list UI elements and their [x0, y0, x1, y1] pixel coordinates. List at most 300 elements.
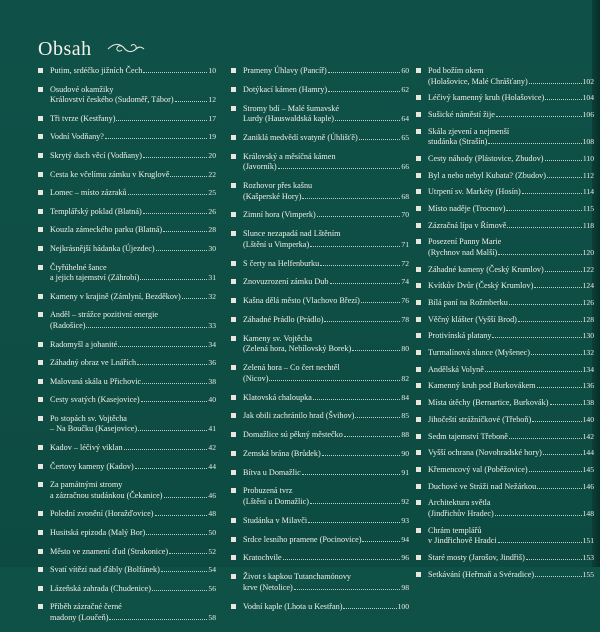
bullet-square-icon — [38, 379, 43, 384]
bullet-square-icon — [416, 467, 421, 472]
dot-leader — [161, 571, 208, 572]
toc-page-number: 20 — [208, 150, 216, 160]
toc-entry[interactable] — [38, 292, 216, 303]
dot-leader — [537, 387, 582, 388]
toc-entry-title-line: Cesty náhody (Plástovice, Zbudov) — [428, 153, 544, 163]
bullet-square-icon — [38, 87, 43, 92]
bullet-square-icon — [416, 450, 421, 455]
bullet-square-icon — [416, 417, 421, 422]
toc-entry-title-line: Architektura světla — [428, 498, 491, 508]
bullet-square-icon — [231, 488, 236, 493]
toc-entry-title-line: Sušické náměstí žije — [428, 109, 495, 119]
bullet-square-icon — [416, 267, 421, 272]
bullet-square-icon — [416, 223, 421, 228]
toc-entry[interactable] — [38, 310, 216, 331]
bullet-square-icon — [38, 567, 43, 572]
toc-entry[interactable] — [416, 221, 594, 232]
toc-page-number: 110 — [582, 153, 594, 163]
toc-entry[interactable] — [416, 315, 594, 326]
toc-entry[interactable] — [38, 414, 216, 435]
toc-entry[interactable] — [416, 415, 594, 426]
toc-page-number: 153 — [582, 552, 594, 562]
toc-entry-title-line: krve (Netolice) — [243, 582, 293, 592]
toc-entry[interactable] — [38, 480, 216, 501]
toc-page-number: 26 — [208, 206, 216, 216]
toc-entry[interactable] — [38, 263, 216, 284]
toc-entry-title-line: Čertovy kameny (Kadov) — [50, 461, 134, 471]
toc-entry[interactable] — [231, 133, 409, 144]
toc-entry-title-line: Léčivý kamenný kruh (Holašovice) — [428, 93, 545, 103]
toc-entry-title-line: Skála zjevení a nejmenší — [428, 126, 510, 136]
toc-page-number: 64 — [401, 114, 409, 124]
bullet-square-icon — [416, 484, 421, 489]
toc-entry-title-line: Po stopách sv. Vojtěcha — [50, 413, 127, 423]
toc-page-number: 126 — [582, 298, 594, 308]
toc-entry-title-line: Husitská epizoda (Malý Bor) — [50, 528, 146, 538]
toc-entry[interactable] — [38, 132, 216, 143]
dot-leader — [320, 265, 400, 266]
toc-page-number: 65 — [401, 132, 409, 142]
toc-entry[interactable] — [416, 553, 594, 564]
toc-entry-title-line: Putim, srdéčko jižních Čech — [50, 66, 143, 75]
bullet-square-icon — [416, 68, 421, 73]
toc-page-number: 88 — [401, 430, 409, 440]
dot-leader — [355, 417, 400, 418]
toc-entry[interactable] — [38, 528, 216, 539]
toc-entry[interactable] — [416, 448, 594, 459]
toc-entry[interactable] — [38, 395, 216, 406]
bullet-square-icon — [231, 298, 236, 303]
toc-entry[interactable] — [416, 237, 594, 258]
dot-leader — [324, 321, 400, 322]
toc-entry[interactable] — [231, 334, 409, 355]
bullet-square-icon — [38, 172, 43, 177]
toc-entry[interactable] — [231, 486, 409, 507]
toc-entry-title-line: Bítva u Domažlic — [243, 467, 301, 477]
bullet-square-icon — [416, 350, 421, 355]
bullet-square-icon — [38, 312, 43, 317]
bullet-square-icon — [416, 189, 421, 194]
bullet-square-icon — [416, 317, 421, 322]
toc-entry-title-line: Život s kapkou Tutanchamónovy — [243, 572, 352, 582]
toc-entry[interactable] — [416, 66, 594, 87]
bullet-square-icon — [38, 397, 43, 402]
toc-entry[interactable] — [416, 348, 594, 359]
toc-entry[interactable] — [38, 509, 216, 520]
toc-page-number: 146 — [582, 481, 594, 491]
toc-entry-title-line: Dotýkací kámen (Hamry) — [243, 84, 328, 94]
toc-entry[interactable] — [231, 553, 409, 564]
toc-page-number: 60 — [401, 66, 409, 75]
toc-entry-title-line: Věčný klášter (Vyšší Brod) — [428, 314, 517, 324]
toc-entry[interactable] — [231, 104, 409, 125]
dot-leader — [141, 401, 208, 402]
toc-entry-title-line: Setkávání (Heřmaň a Svéradice) — [428, 569, 535, 579]
toc-entry-title-line: Místo naděje (Trocnov) — [428, 204, 506, 213]
bullet-square-icon — [231, 106, 236, 111]
toc-entry[interactable] — [231, 572, 409, 593]
dot-leader — [534, 287, 581, 288]
dot-leader — [135, 468, 208, 469]
dot-leader — [529, 471, 582, 472]
dot-leader — [118, 346, 207, 347]
toc-entry-title-line: – Na Boučku (Kasejovice) — [50, 424, 138, 434]
dot-leader — [545, 271, 582, 272]
bullet-square-icon — [231, 154, 236, 159]
toc-entry-title-line: Radomyšl a johanité — [50, 339, 118, 349]
toc-page-number: 136 — [582, 381, 594, 391]
ornament-flourish-icon — [106, 39, 146, 57]
toc-entry-title-line: Záhadné kameny (Český Krumlov) — [428, 264, 544, 274]
dot-leader — [545, 160, 582, 161]
toc-page-number: 10 — [208, 66, 216, 75]
bullet-square-icon — [416, 333, 421, 338]
toc-entry[interactable] — [38, 244, 216, 255]
toc-entry-title-line: Cesta ke včelímu zámku v Kruglově — [50, 169, 170, 179]
toc-entry[interactable] — [416, 154, 594, 165]
toc-column-3 — [416, 66, 594, 586]
dot-leader — [156, 250, 208, 251]
toc-entry[interactable] — [416, 331, 594, 342]
toc-entry-title-line: Nejkrásnější hádanka (Újezdec) — [50, 243, 155, 253]
toc-entry-title-line: Místa útěchy (Bernartice, Burkovák) — [428, 398, 549, 408]
toc-entry-title-line: Chrám templářů — [428, 525, 482, 535]
toc-page-number: 44 — [208, 461, 216, 471]
toc-page-number: 115 — [582, 204, 594, 213]
toc-page-number: 38 — [208, 376, 216, 386]
dot-leader — [302, 198, 400, 199]
bullet-square-icon — [416, 206, 421, 211]
dot-leader — [485, 371, 582, 372]
toc-page-number: 91 — [401, 467, 409, 477]
bullet-square-icon — [416, 434, 421, 439]
toc-entry[interactable] — [416, 171, 594, 182]
toc-entry-title-line: Probuzená tvrz — [243, 486, 293, 496]
dot-leader — [507, 227, 581, 228]
toc-entry[interactable] — [231, 181, 409, 202]
bullet-square-icon — [231, 537, 236, 542]
bullet-square-icon — [38, 549, 43, 554]
dot-leader — [328, 91, 400, 92]
toc-page-number: 58 — [208, 613, 216, 622]
toc-entry[interactable] — [231, 277, 409, 288]
toc-page-number: 46 — [208, 490, 216, 500]
toc-entry-title-line: (Holašovice, Malé Chrášťany) — [428, 76, 528, 86]
toc-entry-title-line: Město ve znamení ďud (Strakonice) — [50, 546, 169, 556]
toc-page-number: 140 — [582, 414, 594, 424]
toc-column-2 — [231, 66, 409, 620]
toc-entry-title-line: Křemencový val (Poběžovice) — [428, 464, 528, 474]
toc-entry-title-line: Za památnými stromy — [50, 480, 123, 490]
toc-page-number: 54 — [208, 565, 216, 575]
bullet-square-icon — [416, 528, 421, 533]
toc-page-number: 151 — [582, 536, 594, 546]
toc-entry-title-line: Příběh zázračné černé — [50, 602, 122, 612]
bullet-square-icon — [416, 173, 421, 178]
toc-page-number: 130 — [582, 331, 594, 341]
bullet-square-icon — [231, 183, 236, 188]
toc-page-number: 48 — [208, 509, 216, 519]
toc-page-number: 78 — [401, 314, 409, 324]
toc-entry[interactable] — [416, 204, 594, 215]
toc-entry-title-line: Tři tvrze (Kestřany) — [50, 113, 116, 123]
bullet-square-icon — [231, 212, 236, 217]
toc-entry[interactable] — [38, 85, 216, 106]
dot-leader — [155, 515, 208, 516]
toc-entry-title-line: Studánka v Milavči — [243, 515, 308, 525]
bullet-square-icon — [231, 518, 236, 523]
toc-entry[interactable] — [231, 363, 409, 384]
toc-entry[interactable] — [416, 398, 594, 409]
toc-entry[interactable] — [38, 188, 216, 199]
toc-entry[interactable] — [38, 340, 216, 351]
toc-page-number: 41 — [208, 424, 216, 434]
toc-entry-title-line: Polední zvonění (Horažďovice) — [50, 509, 154, 519]
toc-entry[interactable] — [38, 170, 216, 181]
toc-entry[interactable] — [38, 462, 216, 473]
toc-entry[interactable] — [231, 315, 409, 326]
toc-entry[interactable] — [416, 298, 594, 309]
bullet-square-icon — [416, 283, 421, 288]
toc-entry-title-line: S čerty na Helfenburku — [243, 258, 320, 268]
toc-entry-title-line: (Lštění u Domažlic) — [243, 497, 309, 506]
toc-entry[interactable] — [416, 110, 594, 121]
dot-leader — [518, 321, 582, 322]
toc-entry-title-line: Rozhovor přes kašnu — [243, 181, 313, 191]
bullet-square-icon — [231, 555, 236, 560]
toc-entry[interactable] — [38, 207, 216, 218]
dot-leader — [143, 157, 207, 158]
dot-leader — [128, 194, 208, 195]
toc-entry[interactable] — [416, 381, 594, 392]
dot-leader — [550, 404, 582, 405]
bullet-square-icon — [231, 231, 236, 236]
dot-leader — [361, 302, 401, 303]
toc-entry[interactable] — [416, 432, 594, 443]
toc-entry[interactable] — [38, 584, 216, 595]
toc-page-number: 74 — [401, 277, 409, 287]
toc-entry[interactable] — [231, 430, 409, 441]
toc-entry-title-line: Prameny Úhlavy (Pancíř) — [243, 66, 327, 75]
toc-entry[interactable] — [231, 449, 409, 460]
toc-entry-title-line: Zemská brána (Brůdek) — [243, 448, 321, 458]
dot-leader — [164, 497, 208, 498]
toc-column-1 — [38, 66, 216, 632]
toc-entry[interactable] — [416, 526, 594, 547]
dot-leader — [335, 120, 400, 121]
dot-leader — [537, 488, 581, 489]
toc-page-number: 114 — [582, 187, 594, 197]
bullet-square-icon — [416, 572, 421, 577]
toc-page-number: 94 — [401, 534, 409, 544]
bullet-square-icon — [416, 555, 421, 560]
bullet-square-icon — [416, 383, 421, 388]
dot-leader — [138, 430, 207, 431]
dot-leader — [352, 350, 400, 351]
toc-entry[interactable] — [231, 229, 409, 250]
toc-entry[interactable] — [231, 259, 409, 270]
toc-page-number: 66 — [401, 162, 409, 172]
bullet-square-icon — [231, 317, 236, 322]
dot-leader — [109, 619, 207, 620]
bullet-square-icon — [231, 470, 236, 475]
dot-leader — [317, 216, 401, 217]
toc-page-number: 28 — [208, 225, 216, 235]
toc-entry-title-line: Vyšší ochrana (Novohradské hory) — [428, 448, 542, 458]
toc-page-number: 132 — [582, 348, 594, 358]
toc-page-number: 96 — [401, 553, 409, 563]
bullet-square-icon — [231, 451, 236, 456]
toc-entry-title-line: Lázeňská zahrada (Chudenice) — [50, 583, 151, 593]
toc-page-number: 56 — [208, 583, 216, 593]
bullet-square-icon — [231, 413, 236, 418]
toc-page-number: 19 — [208, 132, 216, 142]
toc-page-number: 144 — [582, 448, 594, 458]
toc-page-number: 93 — [401, 515, 409, 525]
toc-page-number: 68 — [401, 191, 409, 201]
toc-entry[interactable] — [416, 482, 594, 493]
toc-page-number: 40 — [208, 395, 216, 405]
toc-entry[interactable] — [416, 365, 594, 376]
toc-page-number: 128 — [582, 314, 594, 324]
dot-leader — [169, 553, 207, 554]
toc-entry-title-line: Kvítkův Dvůr (Český Krumlov) — [428, 281, 534, 291]
toc-entry-title-line: Protivínská platany — [428, 331, 492, 341]
toc-entry[interactable] — [38, 66, 216, 77]
toc-entry[interactable] — [231, 85, 409, 96]
toc-page-number: 100 — [397, 601, 409, 611]
toc-entry-title-line: (Zelená hora, Nebílovský Borek) — [243, 344, 352, 354]
toc-entry[interactable] — [231, 66, 409, 77]
toc-page-number: 52 — [208, 546, 216, 556]
toc-entry[interactable] — [231, 535, 409, 546]
toc-entry-title-line: Bílá paní na Rožmberku — [428, 298, 508, 308]
bullet-square-icon — [38, 209, 43, 214]
toc-page-number: 17 — [208, 113, 216, 123]
dot-leader — [509, 304, 582, 305]
toc-entry[interactable] — [416, 465, 594, 476]
toc-entry-title-line: (Jindřichův Hradec) — [428, 508, 494, 518]
bullet-square-icon — [231, 395, 236, 400]
dot-leader — [535, 576, 581, 577]
dot-leader — [543, 454, 582, 455]
toc-page-number: 142 — [582, 431, 594, 441]
toc-entry[interactable] — [231, 411, 409, 422]
toc-entry[interactable] — [231, 602, 409, 613]
toc-page-number: 82 — [401, 373, 409, 383]
toc-page-number: 31 — [208, 273, 216, 283]
dot-leader — [152, 590, 207, 591]
toc-page-number: 32 — [208, 291, 216, 301]
toc-entry[interactable] — [38, 358, 216, 369]
toc-entry[interactable] — [231, 152, 409, 173]
toc-entry[interactable] — [416, 265, 594, 276]
toc-entry[interactable] — [38, 547, 216, 558]
toc-entry-title-line: Kašna dělá město (Vlachovo Březí) — [243, 296, 360, 306]
bullet-square-icon — [231, 336, 236, 341]
toc-page-number: 85 — [401, 411, 409, 421]
toc-page-number: 108 — [582, 137, 594, 147]
toc-entry-title-line: (Javorník) — [243, 162, 277, 172]
dot-leader — [142, 383, 207, 384]
bullet-square-icon — [38, 265, 43, 270]
dot-leader — [496, 116, 582, 117]
toc-entry[interactable] — [416, 498, 594, 519]
toc-entry-title-line: madony (Loučeň) — [50, 613, 109, 622]
toc-entry-title-line: Slunce nezapadá nad Lštěním — [243, 229, 341, 239]
toc-entry[interactable] — [38, 377, 216, 388]
toc-entry[interactable] — [38, 114, 216, 125]
toc-page-number: 33 — [208, 320, 216, 330]
dot-leader — [283, 559, 401, 560]
dot-leader — [182, 298, 208, 299]
toc-entry-title-line: Posezení Panny Marie — [428, 237, 502, 247]
toc-entry-title-line: a jejich tajemství (Záhrobí) — [50, 273, 140, 283]
toc-entry[interactable] — [38, 602, 216, 623]
toc-entry-title-line: Domažlice sú pěkný městečko — [243, 430, 343, 440]
toc-entry[interactable] — [416, 93, 594, 104]
dot-leader — [146, 534, 207, 535]
dot-leader — [529, 83, 582, 84]
toc-entry-title-line: Staré mosty (Jarošov, Jindřiš) — [428, 552, 525, 562]
toc-entry-title-line: Cesty svatých (Kasejovice) — [50, 395, 140, 405]
dot-leader — [163, 231, 207, 232]
dot-leader — [509, 438, 582, 439]
toc-entry-title-line: Andělská Volyně — [428, 364, 484, 374]
dot-leader — [137, 364, 207, 365]
toc-page-number: 30 — [208, 243, 216, 253]
toc-entry[interactable] — [231, 393, 409, 404]
toc-entry[interactable] — [416, 127, 594, 148]
toc-entry-title-line: Utrpení sv. Markéty (Hosín) — [428, 187, 521, 197]
toc-entry[interactable] — [416, 281, 594, 292]
bullet-square-icon — [416, 367, 421, 372]
toc-entry[interactable] — [231, 296, 409, 307]
bullet-square-icon — [38, 511, 43, 516]
toc-entry-title-line: Pod božím okem — [428, 66, 484, 75]
bullet-square-icon — [231, 68, 236, 73]
dot-leader — [143, 72, 207, 73]
bullet-square-icon — [38, 604, 43, 609]
dot-leader — [495, 515, 582, 516]
bullet-square-icon — [38, 246, 43, 251]
bullet-square-icon — [38, 190, 43, 195]
dot-leader — [269, 380, 400, 381]
toc-page-number: 122 — [582, 264, 594, 274]
toc-page-number: 138 — [582, 398, 594, 408]
toc-page-number: 145 — [582, 464, 594, 474]
toc-page-number: 102 — [582, 76, 594, 86]
toc-entry[interactable] — [416, 187, 594, 198]
toc-entry[interactable] — [416, 570, 594, 581]
toc-entry-title-line: Lurdy (Hauswaldská kaple) — [243, 114, 334, 124]
dot-leader — [308, 522, 400, 523]
bullet-square-icon — [38, 530, 43, 535]
toc-entry-title-line: Záhadný obraz ve Lnářích — [50, 358, 137, 368]
toc-entry[interactable] — [231, 210, 409, 221]
toc-entry[interactable] — [38, 225, 216, 236]
bullet-square-icon — [38, 294, 43, 299]
dot-leader — [310, 246, 400, 247]
dot-leader — [313, 399, 401, 400]
toc-entry[interactable] — [38, 151, 216, 162]
toc-page-number: 62 — [401, 84, 409, 94]
toc-entry[interactable] — [38, 443, 216, 454]
toc-page-number: 120 — [582, 247, 594, 257]
toc-entry-title-line: Jak obili zachránilo hrad (Švihov) — [243, 411, 355, 421]
toc-entry[interactable] — [231, 468, 409, 479]
toc-entry[interactable] — [231, 516, 409, 527]
